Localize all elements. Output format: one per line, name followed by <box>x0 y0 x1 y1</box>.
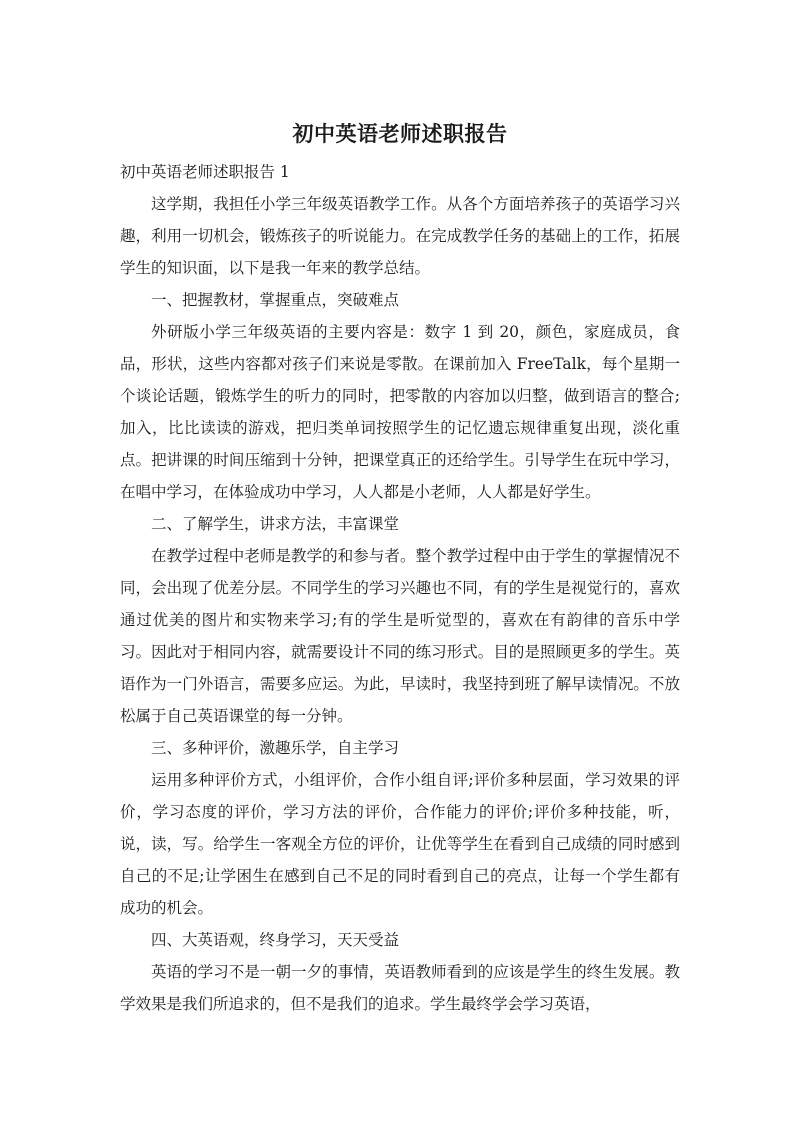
section-heading-2: 二、了解学生，讲求方法，丰富课堂 <box>151 515 400 533</box>
section-paragraph-4: 英语的学习不是一朝一夕的事情，英语教师看到的应该是学生的终生发展。教学效果是我们所追求的，但不是我们的追求。学生最终学会学习英语， <box>120 963 680 1013</box>
document-body <box>120 156 680 1020</box>
intro-paragraph: 这学期，我担任小学三年级英语教学工作。从各个方面培养孩子的英语学习兴趣，利用一切机会，锻炼孩子的听说能力。在完成教学任务的基础上的工作，拓展学生的知识面，以下是我一年来的教学总结。 <box>120 195 680 277</box>
section-heading-3: 三、多种评价，激趣乐学，自主学习 <box>151 739 400 757</box>
section-paragraph-2: 在教学过程中老师是教学的和参与者。整个教学过程中由于学生的掌握情况不同，会出现了优差分层。不同学生的学习兴趣也不同，有的学生是视觉行的，喜欢通过优美的图片和实物来学习;有的学生是听觉型的，喜欢在有韵律的音乐中学习。因此对于相同内容，就需要设计不同的练习形式。目的是照顾更多的学生。英语作为一门外语言，需要多应运。为此，早读时，我坚持到班了解早读情况。不放松属于自己英语课堂的每一分钟。 <box>120 547 680 725</box>
document-subtitle: 初中英语老师述职报告 1 <box>120 163 290 181</box>
section-heading-1: 一、把握教材，掌握重点，突破难点 <box>151 291 400 309</box>
document-title: 初中英语老师述职报告 <box>292 122 508 146</box>
section-paragraph-3: 运用多种评价方式，小组评价，合作小组自评;评价多种层面，学习效果的评价，学习态度的评价，学习方法的评价，合作能力的评价;评价多种技能，听，说，读，写。给学生一客观全方位的评价，让优等学生在看到自己成绩的同时感到自己的不足;让学困生在感到自己不足的同时看到自己的亮点，让每一个学生都有成功的机会。 <box>120 771 680 917</box>
section-heading-4: 四、大英语观，终身学习，天天受益 <box>151 931 400 949</box>
section-paragraph-1: 外研版小学三年级英语的主要内容是：数字 1 到 20，颜色，家庭成员，食品，形状，这些内容都对孩子们来说是零散。在课前加入 FreeTalk，每个星期一个谈论话题，锻炼学生的听力的同时，把零散的内容加以归整，做到语言的整合;加入，比比读读的游戏，把归类单词按照学生的记忆遗忘规律重复出现，淡化重点。把讲课的时间压缩到十分钟，把课堂真正的还给学生。引导学生在玩中学习，在唱中学习，在体验成功中学习，人人都是小老师，人人都是好学生。 <box>120 323 680 501</box>
